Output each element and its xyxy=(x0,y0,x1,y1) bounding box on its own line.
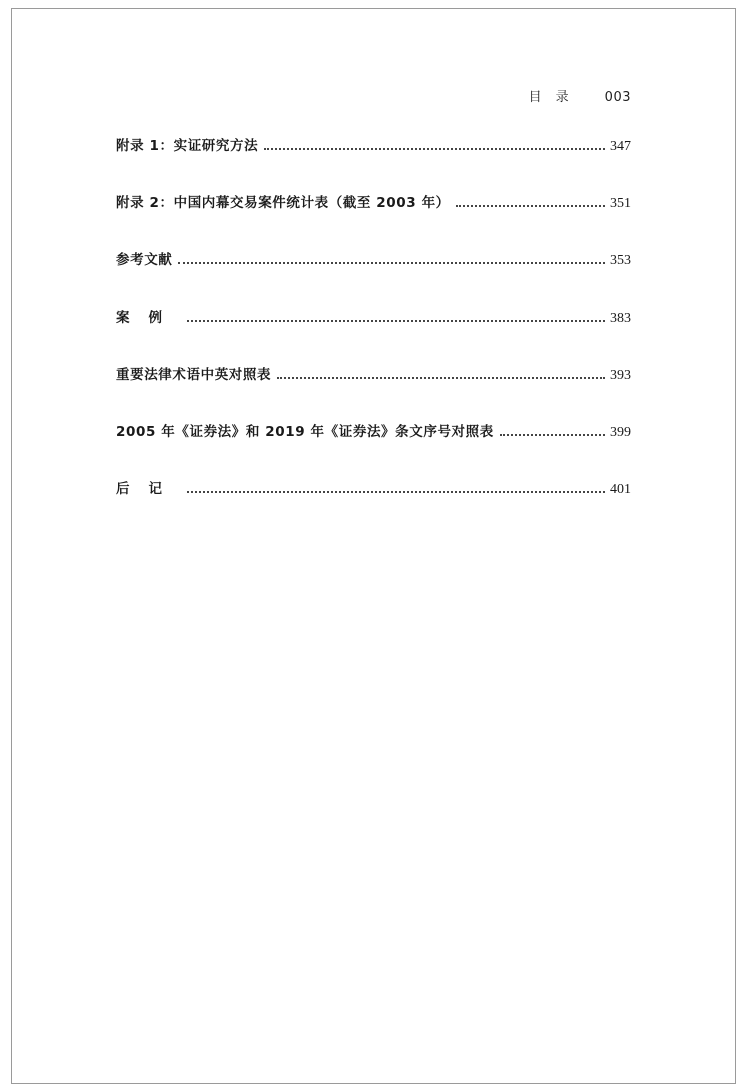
toc-dot-leader xyxy=(187,491,605,493)
toc-entry-article-table[interactable] xyxy=(116,420,631,477)
running-header-page-number: 003 xyxy=(604,90,631,105)
toc-entry-page: 351 xyxy=(610,196,631,212)
toc-entry-title: 附录 1：实证研究方法 xyxy=(116,138,259,154)
toc-entry-title: 附录 2：中国内幕交易案件统计表（截至 2003 年） xyxy=(116,195,450,212)
toc-entry-references[interactable] xyxy=(116,248,631,305)
toc-entry-title: 2005 年《证券法》和 2019 年《证券法》条文序号对照表 xyxy=(116,423,494,440)
toc-dot-leader xyxy=(500,434,605,436)
toc-entry-page: 383 xyxy=(610,310,631,326)
toc-dot-leader xyxy=(456,205,605,207)
toc-entry-appendix-2[interactable] xyxy=(116,191,631,248)
table-of-contents xyxy=(116,134,631,534)
running-header-section: 目录 xyxy=(528,90,583,105)
toc-dot-leader xyxy=(264,148,605,150)
toc-entry-page: 401 xyxy=(610,482,631,498)
toc-entry-title: 后记 xyxy=(116,481,181,498)
toc-entry-page: 393 xyxy=(610,367,631,383)
toc-entry-page: 399 xyxy=(610,424,631,440)
toc-dot-leader xyxy=(277,377,605,379)
running-header xyxy=(529,86,631,105)
toc-entry-title: 重要法律术语中英对照表 xyxy=(116,366,272,383)
toc-entry-cases[interactable] xyxy=(116,306,631,363)
toc-dot-leader xyxy=(178,262,605,264)
toc-entry-glossary[interactable] xyxy=(116,363,631,420)
toc-entry-afterword[interactable] xyxy=(116,477,631,534)
toc-entry-page: 353 xyxy=(610,253,631,269)
toc-entry-appendix-1[interactable] xyxy=(116,134,631,191)
toc-dot-leader xyxy=(187,320,605,322)
toc-entry-title: 参考文献 xyxy=(116,252,173,269)
toc-entry-title: 案例 xyxy=(116,309,181,326)
toc-entry-page: 347 xyxy=(610,139,631,154)
